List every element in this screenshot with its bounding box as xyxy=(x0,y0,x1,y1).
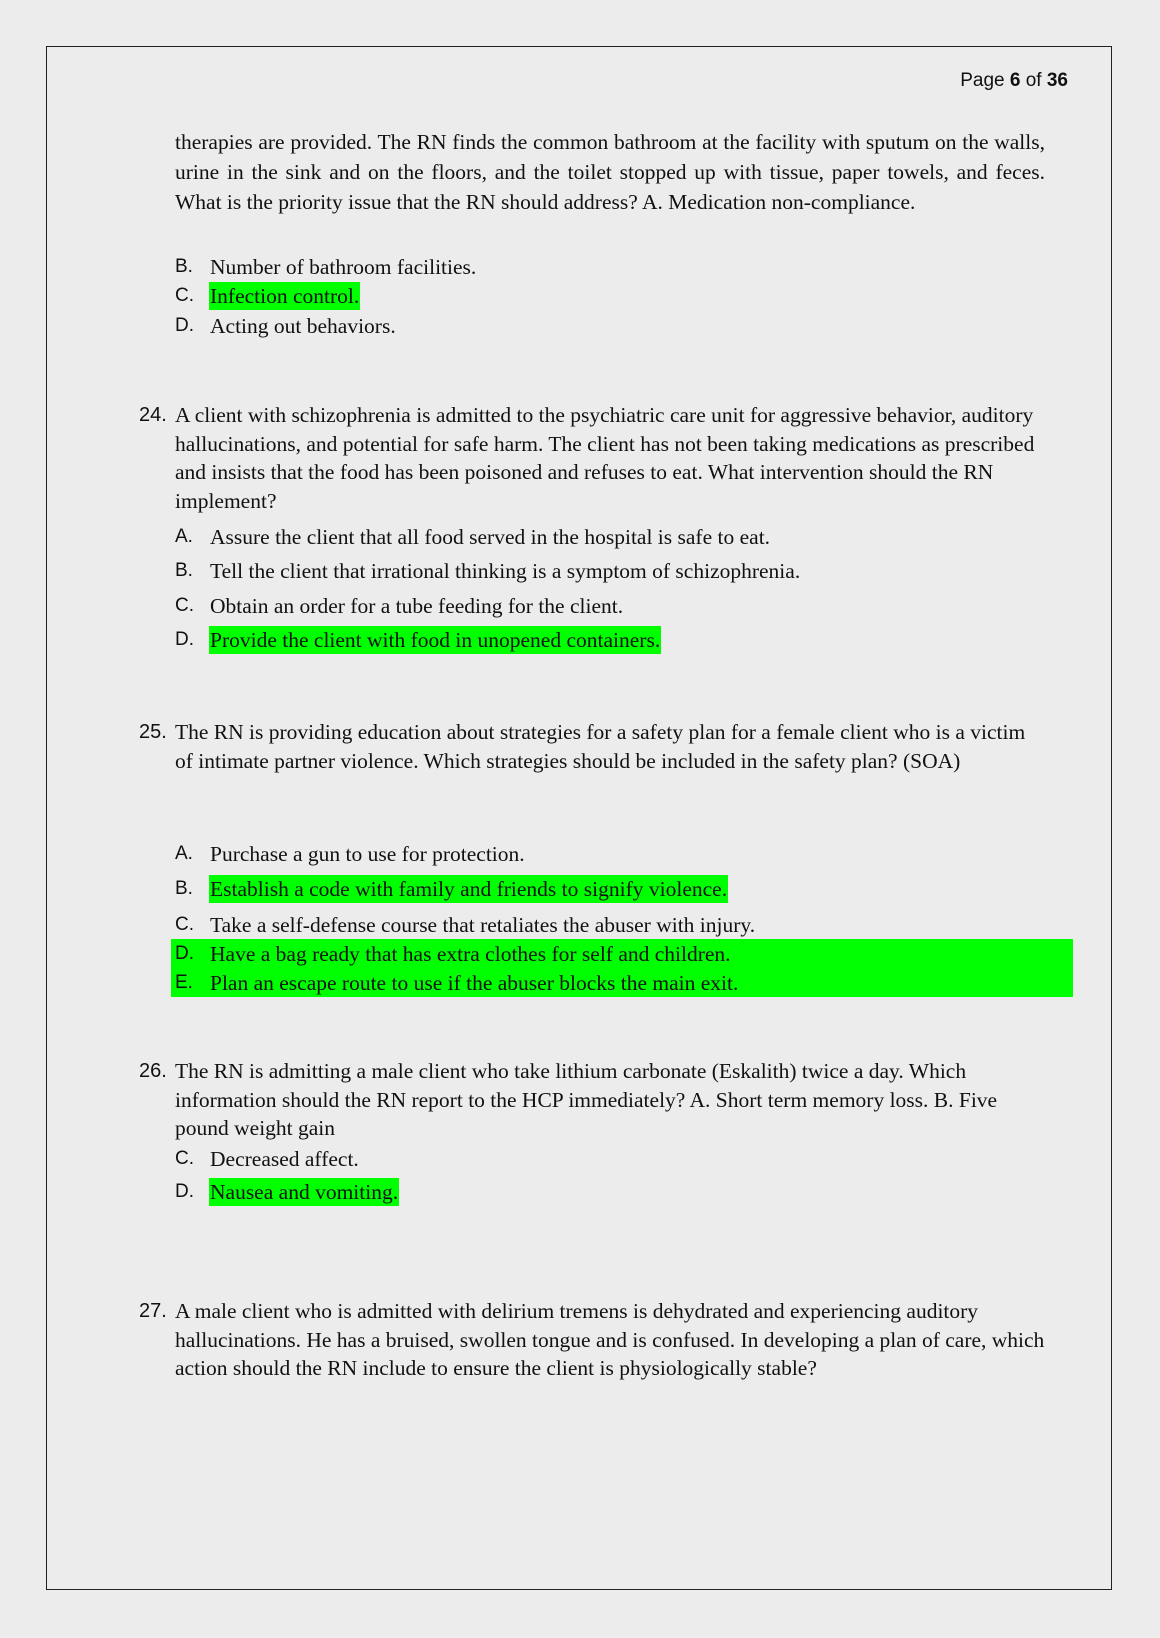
question-27 xyxy=(139,1297,1045,1383)
question-text: A male client who is admitted with delirium tremens is dehydrated and experiencing auditory hallucinations. He has a bruised, swollen tongue and is confused. In developing a plan of care, which action should the RN include to ensure the client is physiologically stable? xyxy=(175,1299,1045,1380)
option-letter: B. xyxy=(175,560,193,581)
question-text: The RN is admitting a male client who take lithium carbonate (Eskalith) twice a day. Which information should the RN report to the HCP immediately? A. Short term memory loss. B. Five pound weight gain xyxy=(175,1059,998,1140)
option-letter: E. xyxy=(175,972,193,993)
option-text-highlighted: Nausea and vomiting. xyxy=(210,1180,399,1204)
option-letter: D. xyxy=(175,1181,194,1202)
option-text: Number of bathroom facilities. xyxy=(210,255,477,279)
option-text-highlighted: Have a bag ready that has extra clothes for self and children. xyxy=(210,942,731,966)
page-number: Page 6 of 36 xyxy=(960,70,1068,91)
question-25 xyxy=(139,718,1045,775)
option-text: Acting out behaviors. xyxy=(210,314,396,338)
q23-continued-text: therapies are provided. The RN finds the common bathroom at the facility with sputum on the walls, urine in the sink and on the floors, and the toilet stopped up with tissue, paper towels, and feces. What is the priority issue that the RN should address? A. Medication non-compliance. xyxy=(175,130,1045,214)
option-text-highlighted: Establish a code with family and friends to signify violence. xyxy=(210,877,728,901)
option-letter: C. xyxy=(175,595,194,616)
question-number: 24. xyxy=(139,404,167,426)
option-letter: D. xyxy=(175,943,194,964)
question-text: A client with schizophrenia is admitted to the psychiatric care unit for aggressive behavior, auditory hallucinations, and potential for safe harm. The client has not been taking medications as prescribed and insists that the food has been poisoned and refuses to eat. What intervention should the RN implement? xyxy=(175,403,1035,513)
option-letter: C. xyxy=(175,285,194,306)
option-letter: D. xyxy=(175,315,194,336)
option-letter: A. xyxy=(175,843,193,864)
option-text-highlighted: Provide the client with food in unopened containers. xyxy=(210,628,661,652)
question-number: 27. xyxy=(139,1300,167,1322)
option-letter: B. xyxy=(175,256,193,277)
option-letter: C. xyxy=(175,1148,194,1169)
option-letter: A. xyxy=(175,526,193,547)
option-text: Assure the client that all food served in the hospital is safe to eat. xyxy=(210,525,771,549)
option-text: Purchase a gun to use for protection. xyxy=(210,842,525,866)
option-letter: C. xyxy=(175,914,194,935)
option-text-highlighted: Infection control. xyxy=(210,284,360,308)
option-text: Take a self-defense course that retaliates the abuser with injury. xyxy=(210,913,756,937)
question-26 xyxy=(139,1057,1045,1143)
question-number: 25. xyxy=(139,721,167,743)
question-24 xyxy=(139,401,1045,515)
option-text-highlighted: Plan an escape route to use if the abuser blocks the main exit. xyxy=(210,971,739,995)
question-number: 26. xyxy=(139,1060,167,1082)
option-text: Decreased affect. xyxy=(210,1147,359,1171)
option-text: Obtain an order for a tube feeding for the client. xyxy=(210,594,624,618)
option-text: Tell the client that irrational thinking is a symptom of schizophrenia. xyxy=(210,559,801,583)
question-text: The RN is providing education about strategies for a safety plan for a female client who is a victim of intimate partner violence. Which strategies should be included in the safety plan? (SOA) xyxy=(175,720,1026,773)
option-letter: D. xyxy=(175,629,194,650)
option-letter: B. xyxy=(175,878,193,899)
